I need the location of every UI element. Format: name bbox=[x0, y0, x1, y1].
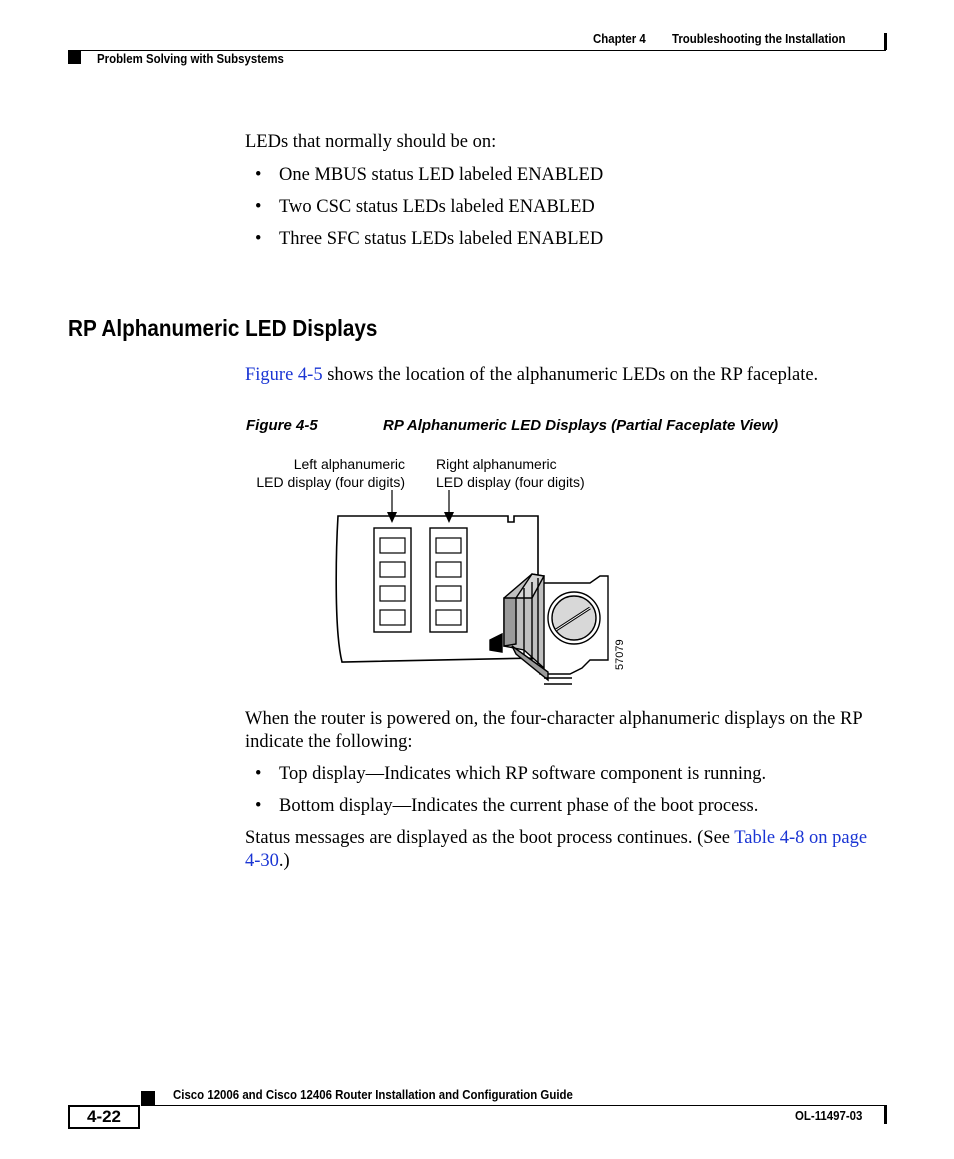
captive-screw-icon bbox=[548, 592, 600, 644]
header-chapter-title: Troubleshooting the Installation bbox=[672, 31, 846, 46]
left-callout-line2: LED display (four digits) bbox=[256, 474, 405, 490]
intro-bullet bbox=[255, 228, 603, 251]
section-heading: RP Alphanumeric LED Displays bbox=[68, 315, 378, 341]
left-led-digit bbox=[380, 562, 405, 577]
header-section: Problem Solving with Subsystems bbox=[97, 51, 284, 66]
intro-bullet bbox=[255, 196, 595, 219]
bullet-mark: • bbox=[255, 796, 262, 816]
left-callout-line1: Left alphanumeric bbox=[293, 456, 405, 472]
right-led-digit bbox=[436, 562, 461, 577]
after-bullet-text: Top display—Indicates which RP software component is running. bbox=[279, 764, 767, 784]
figure-number: Figure 4-5 bbox=[246, 417, 318, 434]
right-led-digit bbox=[436, 586, 461, 601]
after-paragraph: When the router is powered on, the four-character alphanumeric displays on the RP indicate the following: bbox=[245, 709, 862, 752]
right-callout-line2: LED display (four digits) bbox=[436, 474, 585, 490]
bullet-mark: • bbox=[255, 764, 262, 784]
intro-lead: LEDs that normally should be on: bbox=[245, 132, 497, 152]
right-led-digit bbox=[436, 538, 461, 553]
left-callout-label bbox=[245, 455, 405, 491]
right-callout-line1: Right alphanumeric bbox=[436, 456, 557, 472]
art-id-label: 57079 bbox=[614, 639, 626, 670]
right-led-digit bbox=[436, 610, 461, 625]
status-paragraph-end: .) bbox=[278, 851, 290, 871]
left-led-digit bbox=[380, 586, 405, 601]
intro-bullet-text: One MBUS status LED labeled ENABLED bbox=[279, 165, 604, 185]
header-right-bar bbox=[884, 33, 887, 50]
header-left-block bbox=[68, 51, 81, 64]
footer-doc-id: OL-11497-03 bbox=[795, 1108, 863, 1123]
footer-right-bar bbox=[884, 1105, 887, 1124]
intro-bullet bbox=[255, 164, 603, 187]
bullet-mark: • bbox=[255, 197, 262, 217]
rp-faceplate-illustration bbox=[320, 490, 630, 685]
footer-rule bbox=[141, 1105, 886, 1106]
right-callout-label bbox=[436, 455, 585, 491]
figure-title: RP Alphanumeric LED Displays (Partial Faceplate View) bbox=[383, 417, 779, 434]
after-bullet bbox=[255, 795, 758, 818]
bullet-mark: • bbox=[255, 165, 262, 185]
left-led-digit bbox=[380, 610, 405, 625]
intro-bullet-text: Two CSC status LEDs labeled ENABLED bbox=[279, 197, 595, 217]
page-number: 4-22 bbox=[86, 1107, 122, 1126]
section-paragraph bbox=[245, 364, 818, 387]
section-paragraph-text: shows the location of the alphanumeric LEDs on the RP faceplate. bbox=[322, 365, 819, 385]
table-link[interactable]: Table 4-8 on page 4-30 bbox=[245, 828, 868, 871]
left-led-digit bbox=[380, 538, 405, 553]
figure-link[interactable]: Figure 4-5 bbox=[245, 365, 323, 385]
after-bullet bbox=[255, 763, 766, 786]
footer-left-block bbox=[141, 1091, 155, 1105]
bullet-mark: • bbox=[255, 229, 262, 249]
status-paragraph bbox=[245, 827, 885, 873]
header-chapter: Chapter 4 bbox=[593, 31, 646, 46]
status-paragraph-text: Status messages are displayed as the boot process continues. (See bbox=[245, 828, 735, 848]
intro-bullet-text: Three SFC status LEDs labeled ENABLED bbox=[279, 229, 604, 249]
footer-guide-title: Cisco 12006 and Cisco 12406 Router Installation and Configuration Guide bbox=[173, 1087, 573, 1102]
page-number-box bbox=[68, 1105, 140, 1129]
after-bullet-text: Bottom display—Indicates the current phase of the boot process. bbox=[279, 796, 759, 816]
